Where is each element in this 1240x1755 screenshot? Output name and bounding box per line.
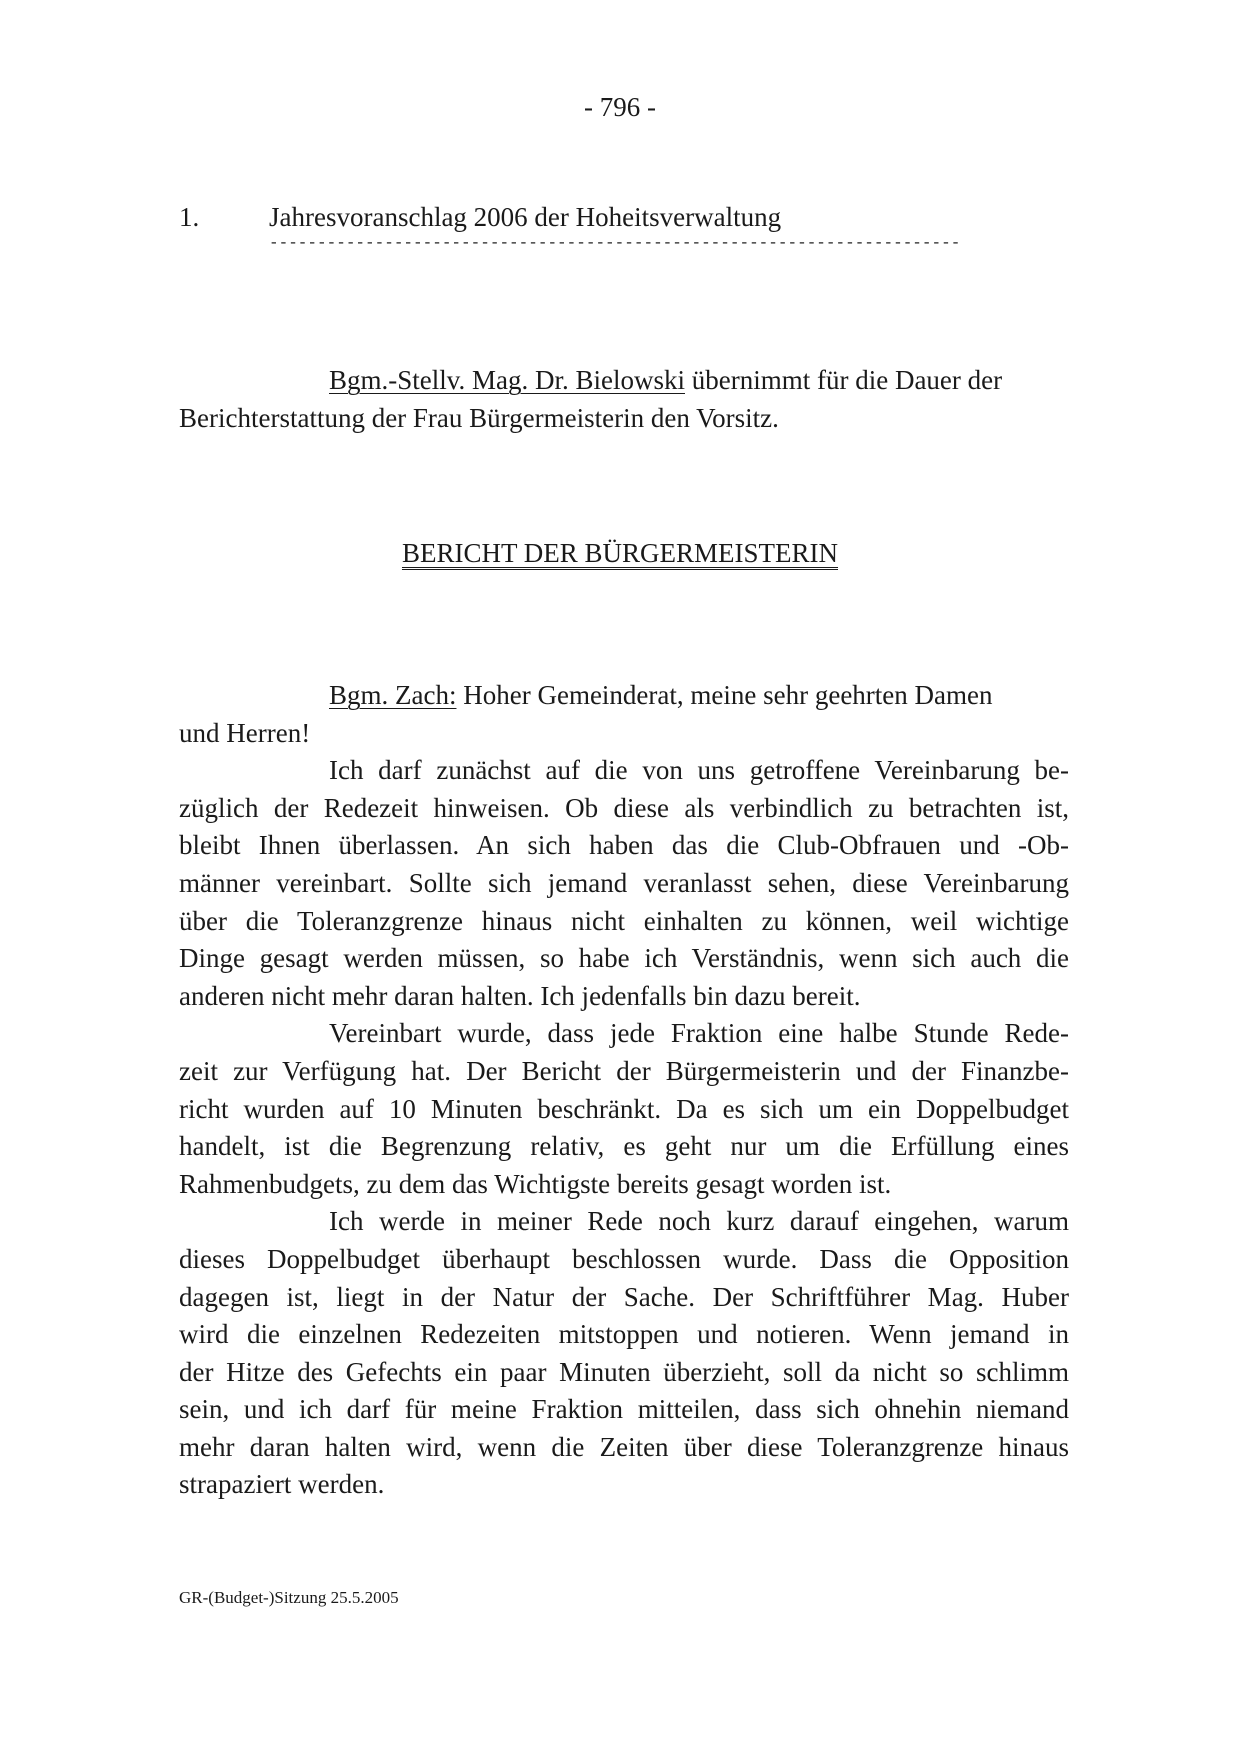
speech-line: wird die einzelnen Redezeiten mitstoppen und notieren. Wenn jemand in (179, 1319, 1069, 1350)
speech-line: männer vereinbart. Sollte sich jemand veranlasst sehen, diese Vereinbarung (179, 867, 1069, 898)
report-heading-text: BERICHT DER BÜRGERMEISTERIN (401, 538, 839, 568)
speaker-name: Bgm. Zach: (329, 680, 457, 710)
section-title: Jahresvoranschlag 2006 der Hoheitsverwaltung (269, 202, 782, 232)
page-number: - 796 - (584, 92, 656, 122)
speech-body (179, 677, 1069, 1504)
speech-line: mehr daran halten wird, wenn die Zeiten über diese Toleranzgrenze hinaus (179, 1431, 1069, 1462)
speech-line: anderen nicht mehr daran halten. Ich jedenfalls bin dazu bereit. (179, 980, 861, 1011)
speech-line: züglich der Redezeit hinweisen. Ob diese als verbindlich zu betrachten ist, (179, 792, 1069, 823)
speaker-name: Bgm.-Stellv. Mag. Dr. Bielowski (329, 365, 685, 395)
speech-line: Dinge gesagt werden müssen, so habe ich Verständnis, wenn sich auch die (179, 943, 1069, 974)
section-heading (179, 202, 781, 233)
speech-line: sein, und ich darf für meine Fraktion mitteilen, dass sich ohnehin niemand (179, 1394, 1069, 1425)
speech-line: Bgm. Zach: Hoher Gemeinderat, meine sehr geehrten Damen (329, 680, 993, 710)
speech-line: dieses Doppelbudget überhaupt beschlossen wurde. Dass die Opposition (179, 1243, 1069, 1274)
speech-line: dagegen ist, liegt in der Natur der Sache. Der Schriftführer Mag. Huber (179, 1281, 1069, 1312)
speech-line: Ich darf zunächst auf die von uns getroffene Vereinbarung be- (329, 755, 1069, 786)
speech-line: Vereinbart wurde, dass jede Fraktion eine halbe Stunde Rede- (329, 1018, 1069, 1049)
speech-line: handelt, ist die Begrenzung relativ, es geht nur um die Erfüllung eines (179, 1131, 1069, 1162)
speech-line: der Hitze des Gefechts ein paar Minuten überzieht, soll da nicht so schlimm (179, 1356, 1069, 1387)
speech-line: über die Toleranzgrenze hinaus nicht einhalten zu können, weil wichtige (179, 905, 1069, 936)
speech-line: und Herren! (179, 717, 311, 748)
page-footer: GR-(Budget-)Sitzung 25.5.2005 (179, 1588, 399, 1607)
section-title-rule: ------------------------------------------------------------------------ (269, 234, 961, 252)
chair-notice-line: Berichterstattung der Frau Bürgermeisterin den Vorsitz. (179, 402, 779, 433)
chair-notice-line: Bgm.-Stellv. Mag. Dr. Bielowski übernimmt für die Dauer der (329, 365, 1003, 395)
speech-line: richt wurden auf 10 Minuten beschränkt. Da es sich um ein Doppelbudget (179, 1093, 1069, 1124)
speech-line: Rahmenbudgets, zu dem das Wichtigste bereits gesagt worden ist. (179, 1168, 892, 1199)
chair-notice (179, 362, 1069, 437)
speech-line: zeit zur Verfügung hat. Der Bericht der Bürgermeisterin und der Finanzbe- (179, 1055, 1069, 1086)
speech-line: strapaziert werden. (179, 1469, 385, 1500)
speech-line: bleibt Ihnen überlassen. An sich haben das die Club-Obfrauen und -Ob- (179, 830, 1069, 861)
section-number: 1. (179, 202, 200, 232)
speech-line: Ich werde in meiner Rede noch kurz darauf eingehen, warum (329, 1206, 1069, 1237)
report-heading (0, 538, 1240, 569)
